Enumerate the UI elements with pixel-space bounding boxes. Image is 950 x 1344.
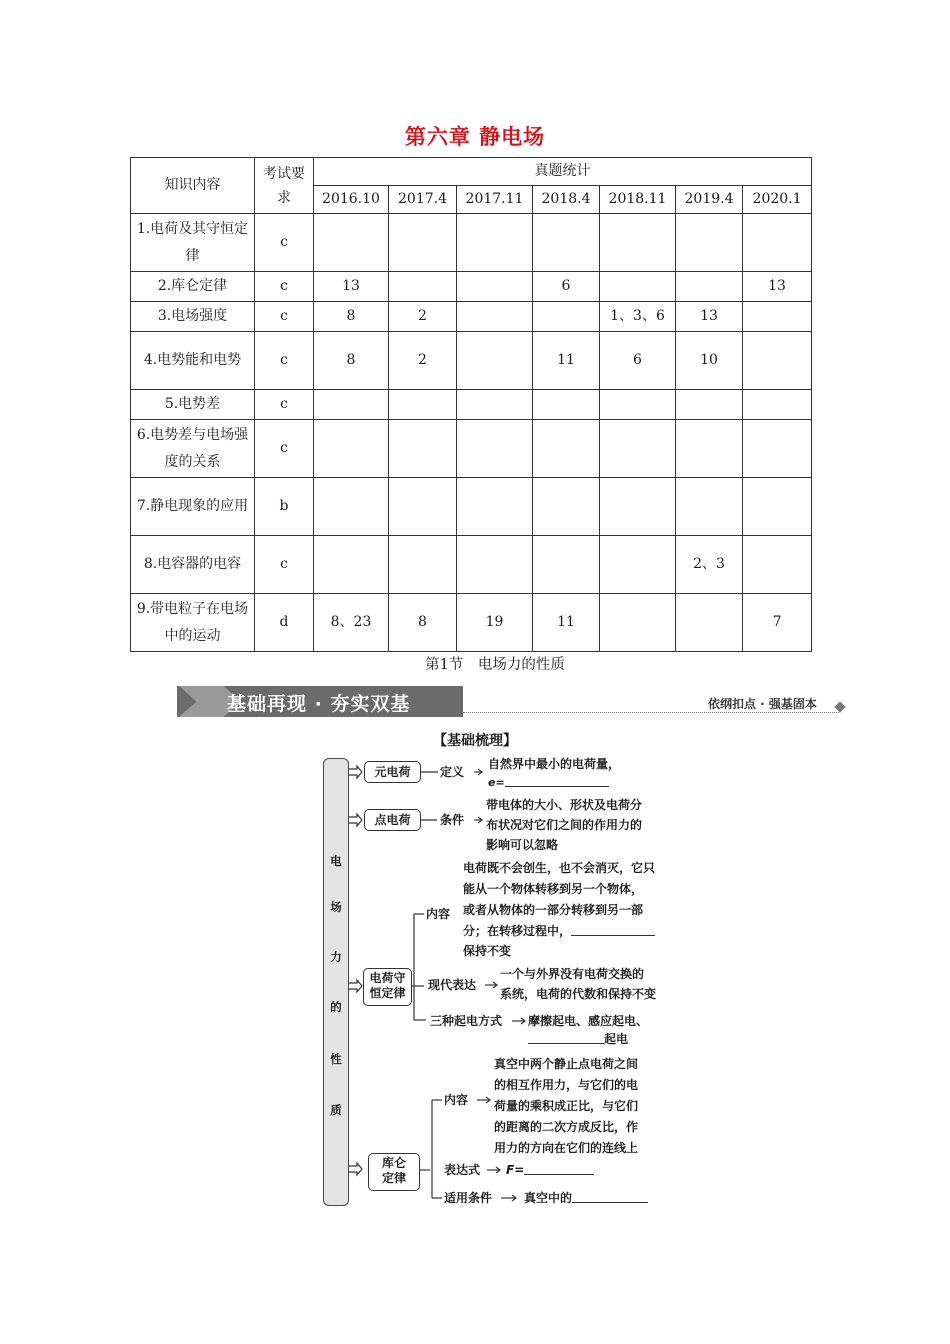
requirement-cell: c [255, 272, 314, 302]
topic-cell: 8.电容器的电容 [131, 536, 255, 594]
root-char: 场 [330, 900, 342, 914]
conservation-text: 电荷既不会创生，也不会消灭，它只 [463, 861, 656, 875]
topic-cell: 1.电荷及其守恒定律 [131, 214, 255, 272]
expression-blank: F= [506, 1160, 594, 1181]
coulomb-text: 荷量的乘积成正比，与它们 [494, 1099, 639, 1113]
label-three-methods: 三种起电方式 [430, 1014, 503, 1028]
condition-blank: 真空中的 [524, 1188, 648, 1209]
requirement-cell: d [255, 594, 314, 652]
modern-text: 系统，电荷的代数和保持不变 [500, 987, 657, 1001]
label-modern-expression: 现代表达 [428, 978, 477, 992]
box-line: 电荷守 [369, 971, 406, 985]
stat-cell: 1、3、6 [600, 302, 676, 332]
requirement-cell: c [255, 390, 314, 420]
stat-cell: 2 [389, 302, 457, 332]
stat-cell: 2 [389, 332, 457, 390]
node-dian-dianhe: 点电荷 [364, 809, 421, 831]
dian-text: 带电体的大小、形状及电荷分 [486, 798, 643, 812]
node-coulomb-law [368, 1153, 420, 1191]
box-line: 库仑 [381, 1156, 406, 1170]
topic-cell: 7.静电现象的应用 [131, 478, 255, 536]
year-header: 2018.11 [600, 186, 676, 214]
conservation-text: 保持不变 [463, 944, 512, 958]
stat-cell: 11 [533, 332, 600, 390]
stat-cell: 7 [743, 594, 812, 652]
header-stats: 真题统计 [314, 158, 812, 186]
stat-cell: 6 [600, 332, 676, 390]
section-label: 【基础梳理】 [433, 733, 517, 749]
chapter-title: 第六章 静电场 [404, 125, 546, 149]
stat-cell: 13 [676, 302, 743, 332]
yuan-blank-line: e= [488, 772, 609, 793]
stat-cell: 8 [389, 594, 457, 652]
stat-cell: 13 [743, 272, 812, 302]
banner-title: 基础再现 · 夯实双基 [227, 693, 411, 715]
stat-cell: 6 [533, 272, 600, 302]
label-content: 内容 [444, 1093, 469, 1107]
topic-cell: 4.电势能和电势 [131, 332, 255, 390]
dian-text: 布状况对它们之间的作用力的 [486, 818, 643, 832]
stat-cell: 10 [676, 332, 743, 390]
conservation-text: 分；在转移过程中， [463, 921, 655, 942]
topic-cell: 3.电场强度 [131, 302, 255, 332]
box-line: 恒定律 [369, 986, 406, 1000]
label-condition: 条件 [440, 813, 465, 827]
topic-cell: 5.电势差 [131, 390, 255, 420]
stat-cell: 8 [314, 332, 389, 390]
label-definition: 定义 [440, 765, 465, 779]
requirement-cell: b [255, 478, 314, 536]
arrow-icon [347, 814, 362, 826]
year-header: 2017.11 [457, 186, 533, 214]
topic-cell: 6.电势差与电场强度的关系 [131, 420, 255, 478]
requirement-cell: c [255, 332, 314, 390]
label-applicable-condition: 适用条件 [444, 1191, 493, 1205]
year-header: 2018.4 [533, 186, 600, 214]
header-knowledge: 知识内容 [131, 158, 255, 214]
coulomb-text: 的相互作用力，与它们的电 [494, 1078, 639, 1092]
coulomb-text: 的距离的二次方成反比，作 [494, 1120, 639, 1134]
yuan-text: 自然界中最小的电荷量， [488, 757, 621, 771]
node-charge-conservation [363, 968, 412, 1006]
stat-cell: 8 [314, 302, 389, 332]
requirement-cell: c [255, 302, 314, 332]
topic-cell: 9.带电粒子在电场中的运动 [131, 594, 255, 652]
root-char: 力 [330, 950, 342, 964]
label-expression: 表达式 [444, 1163, 481, 1177]
box-line: 定律 [381, 1171, 406, 1185]
stat-cell: 2、3 [676, 536, 743, 594]
conservation-text: 能从一个物体转移到另一个物体， [463, 882, 644, 896]
lesson-title: 第1节 电场力的性质 [425, 657, 565, 673]
stat-cell: 8、23 [314, 594, 389, 652]
year-header: 2016.10 [314, 186, 389, 214]
node-yuan-dianhe: 元电荷 [364, 761, 421, 783]
coulomb-text: 用力的方向在它们的连线上 [494, 1141, 639, 1155]
stat-cell: 11 [533, 594, 600, 652]
header-exam-req: 考试要求 [255, 158, 314, 214]
conservation-text: 或者从物体的一部分转移到另一部 [463, 903, 644, 917]
banner-subtitle: 依纲扣点 · 强基固本 [708, 697, 817, 711]
stat-cell: 19 [457, 594, 533, 652]
three-methods-text: 摩擦起电、感应起电、 [528, 1014, 649, 1028]
arrow-icon [347, 1163, 362, 1175]
requirement-cell: c [255, 536, 314, 594]
modern-text: 一个与外界没有电荷交换的 [500, 967, 645, 981]
requirement-cell: c [255, 214, 314, 272]
stat-cell: 13 [314, 272, 389, 302]
three-methods-blank: 起电 [528, 1029, 628, 1050]
requirement-cell: c [255, 420, 314, 478]
root-char: 质 [330, 1103, 342, 1117]
year-header: 2020.1 [743, 186, 812, 214]
arrow-icon [347, 766, 362, 778]
arrow-icon [347, 980, 362, 992]
root-char: 的 [330, 1000, 342, 1014]
dian-text: 影响可以忽略 [486, 838, 559, 852]
topic-cell: 2.库仑定律 [131, 272, 255, 302]
year-header: 2019.4 [676, 186, 743, 214]
coulomb-text: 真空中两个静止点电荷之间 [494, 1057, 639, 1071]
root-bar [323, 758, 349, 1206]
root-char: 电 [330, 854, 342, 868]
label-content: 内容 [426, 907, 451, 921]
root-char: 性 [330, 1052, 342, 1066]
year-header: 2017.4 [389, 186, 457, 214]
